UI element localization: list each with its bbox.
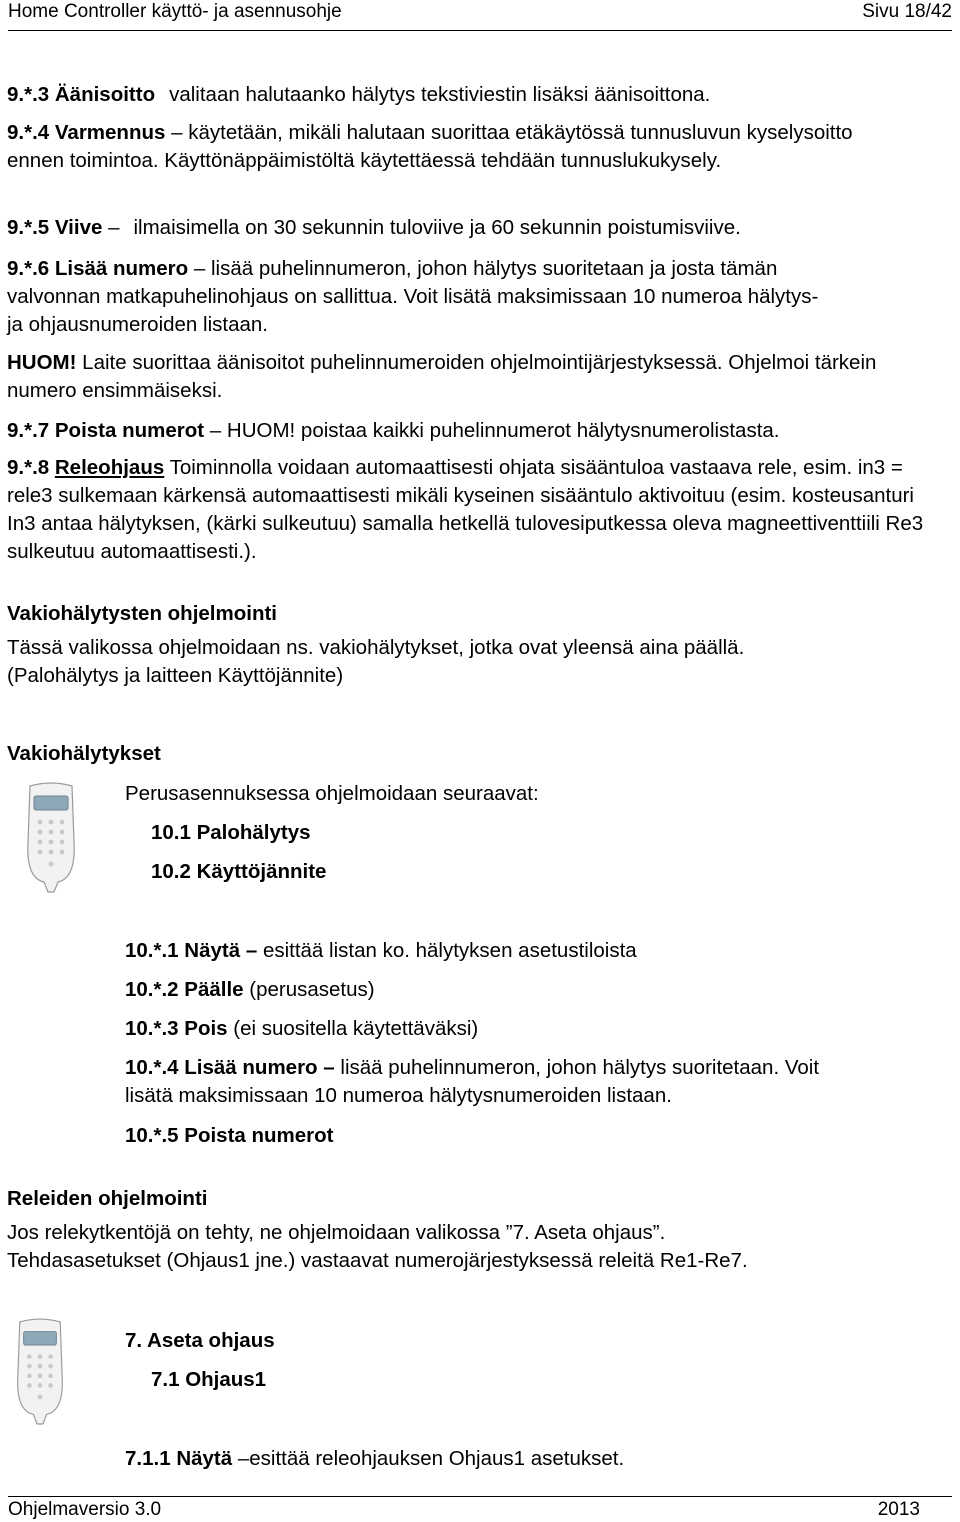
section-text: Jos relekytkentöjä on tehty, ne ohjelmoidaan valikossa ”7. Aseta ohjaus”. (7, 1221, 666, 1244)
item-text: käytetään, mikäli halutaan suorittaa etäkäytössä tunnusluvun kyselysoitto ennen toimintoa. Käyttönäppäimistöltä käytettäessä tehdään tunnuslukukysely. (7, 121, 853, 172)
remote-control-icon (24, 782, 78, 894)
section-heading: Releiden ohjelmointi (7, 1187, 208, 1210)
section-heading: Vakiohälytykset (7, 742, 161, 765)
item-dash: – (209, 419, 222, 442)
sub-item-10-1: 10.*.1 Näytä – esittää listan ko. hälytyksen asetustiloista (125, 939, 637, 962)
item-number: 9.*.8 (7, 456, 50, 479)
document-title: Home Controller käyttö- ja asennusohje (8, 1, 342, 22)
sub-item-10-5: 10.*.5 Poista numerot (125, 1124, 334, 1147)
intro-text: Perusasennuksessa ohjelmoidaan seuraavat: (125, 782, 539, 805)
sub-item-10-2: 10.*.2 Päälle (perusasetus) (125, 978, 375, 1001)
huom-text: Laite suorittaa äänisoitot puhelinnumeroiden ohjelmointijärjestyksessä. Ohjelmoi tärkein numero ensimmäiseksi. (7, 351, 877, 402)
item-text: Toiminnolla voidaan automaattisesti ohjata sisääntuloa vastaava rele, esim. in3 = rele3 sulkemaan kärkensä automaattisesti mikäli kyseinen sisääntulo aktivoituu (esim. kosteusanturi In3 antaa hälytyksen, (kärki sulkeutuu) samalla hetkellä tulovesiputkessa oleva magneettiventtiili Re3 sulkeutuu automaattisesti.). (7, 456, 924, 563)
menu-option: 10.1 Palohälytys (151, 821, 311, 844)
section-text: Tässä valikossa ohjelmoidaan ns. vakiohälytykset, jotka ovat yleensä aina päällä. (7, 636, 745, 659)
item-title: Varmennus (54, 121, 166, 144)
item-title: Äänisoitto (54, 83, 156, 106)
software-version: Ohjelmaversio 3.0 (8, 1499, 162, 1520)
menu-option: 7.1 Ohjaus1 (151, 1368, 267, 1391)
sub-item-10-3: 10.*.3 Pois (ei suositella käytettäväksi) (125, 1017, 479, 1040)
huom-label: HUOM! (7, 351, 77, 374)
remote-control-icon (14, 1318, 66, 1426)
item-9-8 (7, 454, 947, 566)
section-heading: Vakiohälytysten ohjelmointi (7, 602, 277, 625)
item-9-4 (7, 119, 907, 175)
item-text: valitaan halutaanko hälytys tekstiviestin lisäksi äänisoittona. (169, 83, 711, 106)
item-dash: – (171, 121, 183, 144)
sub-item-10-4: 10.*.4 Lisää numero – lisää puhelinnumeron, johon hälytys suoritetaan. Voit lisätä maksimissaan 10 numeroa hälytysnumeroiden listaan. (125, 1056, 820, 1107)
section-text: (Palohälytys ja laitteen Käyttöjännite) (7, 664, 344, 687)
page-number: Sivu 18/42 (862, 1, 952, 22)
sub-item-7-1-1: 7.1.1 Näytä –esittää releohjauksen Ohjaus1 asetukset. (125, 1447, 625, 1470)
item-number: 9.*.5 (7, 216, 50, 239)
item-9-7 (7, 417, 952, 445)
item-dash: – (108, 216, 120, 239)
item-text: valvonnan matkapuhelinohjaus on sallittua. Voit lisätä maksimissaan 10 numeroa hälytys- (7, 285, 819, 308)
item-dash: – (193, 257, 206, 280)
item-title: Poista numerot (54, 419, 205, 442)
section-text: Tehdasasetukset (Ohjaus1 jne.) vastaavat numerojärjestyksessä releitä Re1-Re7. (7, 1249, 748, 1272)
item-number: 9.*.6 (7, 257, 50, 280)
item-title: Releohjaus (54, 456, 165, 479)
item-text: ilmaisimella on 30 sekunnin tuloviive ja 60 sekunnin poistumisviive. (133, 216, 741, 239)
item-text: ja ohjausnumeroiden listaan. (7, 313, 268, 336)
item-title: Viive (54, 216, 103, 239)
menu-option: 10.2 Käyttöjännite (151, 860, 327, 883)
page-footer (8, 1496, 952, 1520)
item-text: lisää puhelinnumeron, johon hälytys suoritetaan ja josta tämän (210, 257, 778, 280)
footer-year: 2013 (877, 1499, 920, 1520)
item-text: HUOM! poistaa kaikki puhelinnumerot hälytysnumerolistasta. (226, 419, 780, 442)
item-number: 9.*.7 (7, 419, 50, 442)
page-header (8, 0, 952, 31)
item-9-5 (7, 214, 952, 242)
item-title: Lisää numero (54, 257, 189, 280)
item-9-3 (7, 81, 952, 109)
item-9-6 (7, 255, 952, 339)
huom-note (7, 349, 947, 405)
item-number: 9.*.3 (7, 83, 50, 106)
menu-option: 7. Aseta ohjaus (125, 1329, 275, 1352)
item-number: 9.*.4 (7, 121, 50, 144)
